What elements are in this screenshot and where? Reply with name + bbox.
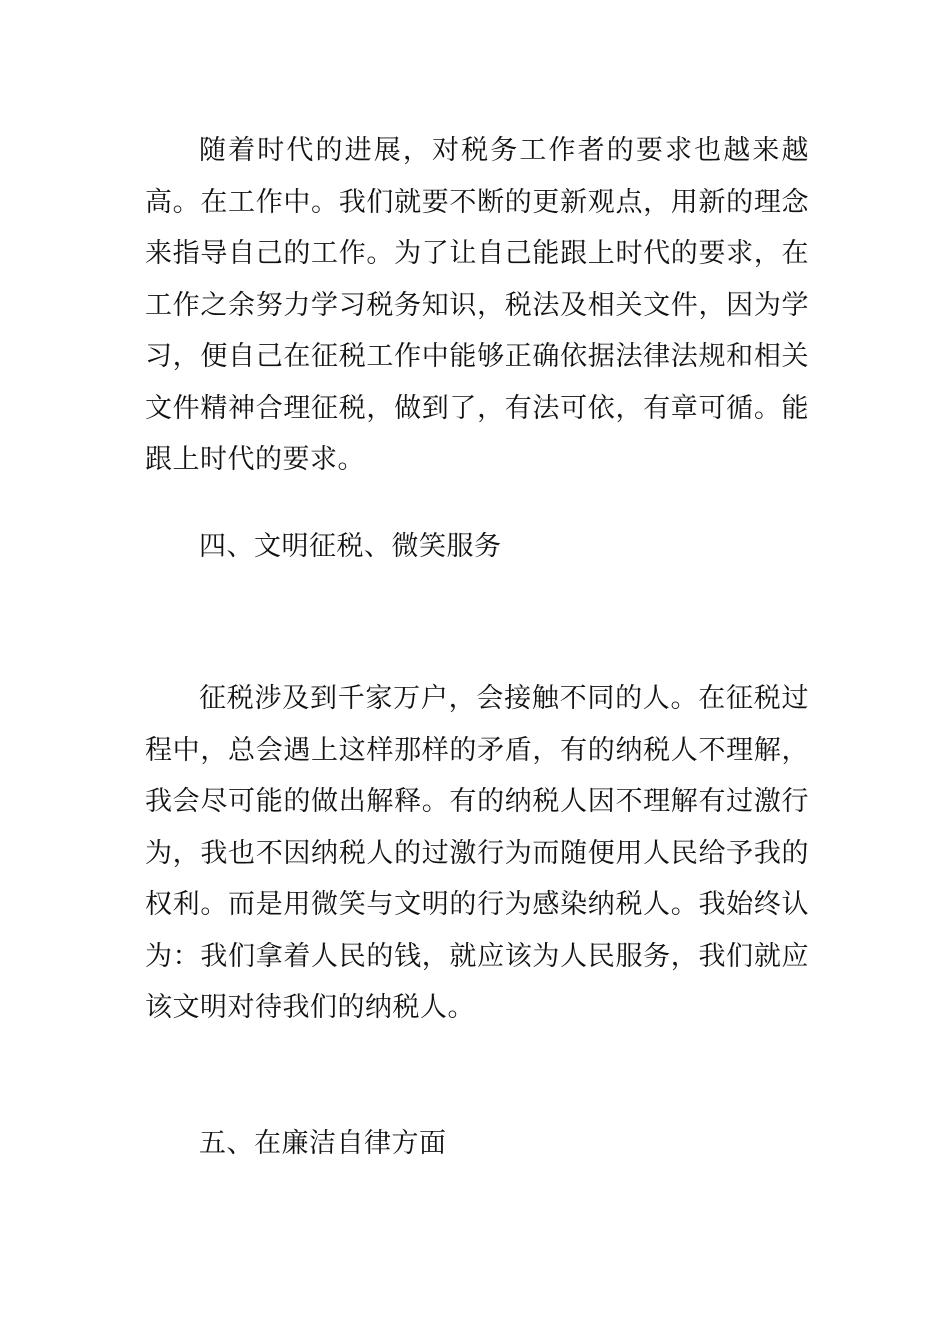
body-paragraph-tax-work-requirements: 随着时代的进展，对税务工作者的要求也越来越高。在工作中。我们就要不断的更新观点，用新的理念来指导自己的工作。为了让自己能跟上时代的要求，在工作之余努力学习税务知识，税法及相关文件，因为学习，便自己在征税工作中能够正确依据法律法规和相关文件精神合理征税，做到了，有法可依，有章可循。能跟上时代的要求。 [145,135,809,475]
section-heading-civilized-taxation: 四、文明征税、微笑服务 [199,531,502,562]
body-paragraph-civilized-service: 征税涉及到千家万户，会接触不同的人。在征税过程中，总会遇上这样那样的矛盾，有的纳税人不理解，我会尽可能的做出解释。有的纳税人因不理解有过激行为，我也不因纳税人的过激行为而随便用人民给予我的权利。而是用微笑与文明的行为感染纳税人。我始终认为：我们拿着人民的钱，就应该为人民服务，我们就应该文明对待我们的纳税人。 [145,683,809,1023]
section-heading-integrity-self-discipline: 五、在廉洁自律方面 [199,1128,447,1159]
